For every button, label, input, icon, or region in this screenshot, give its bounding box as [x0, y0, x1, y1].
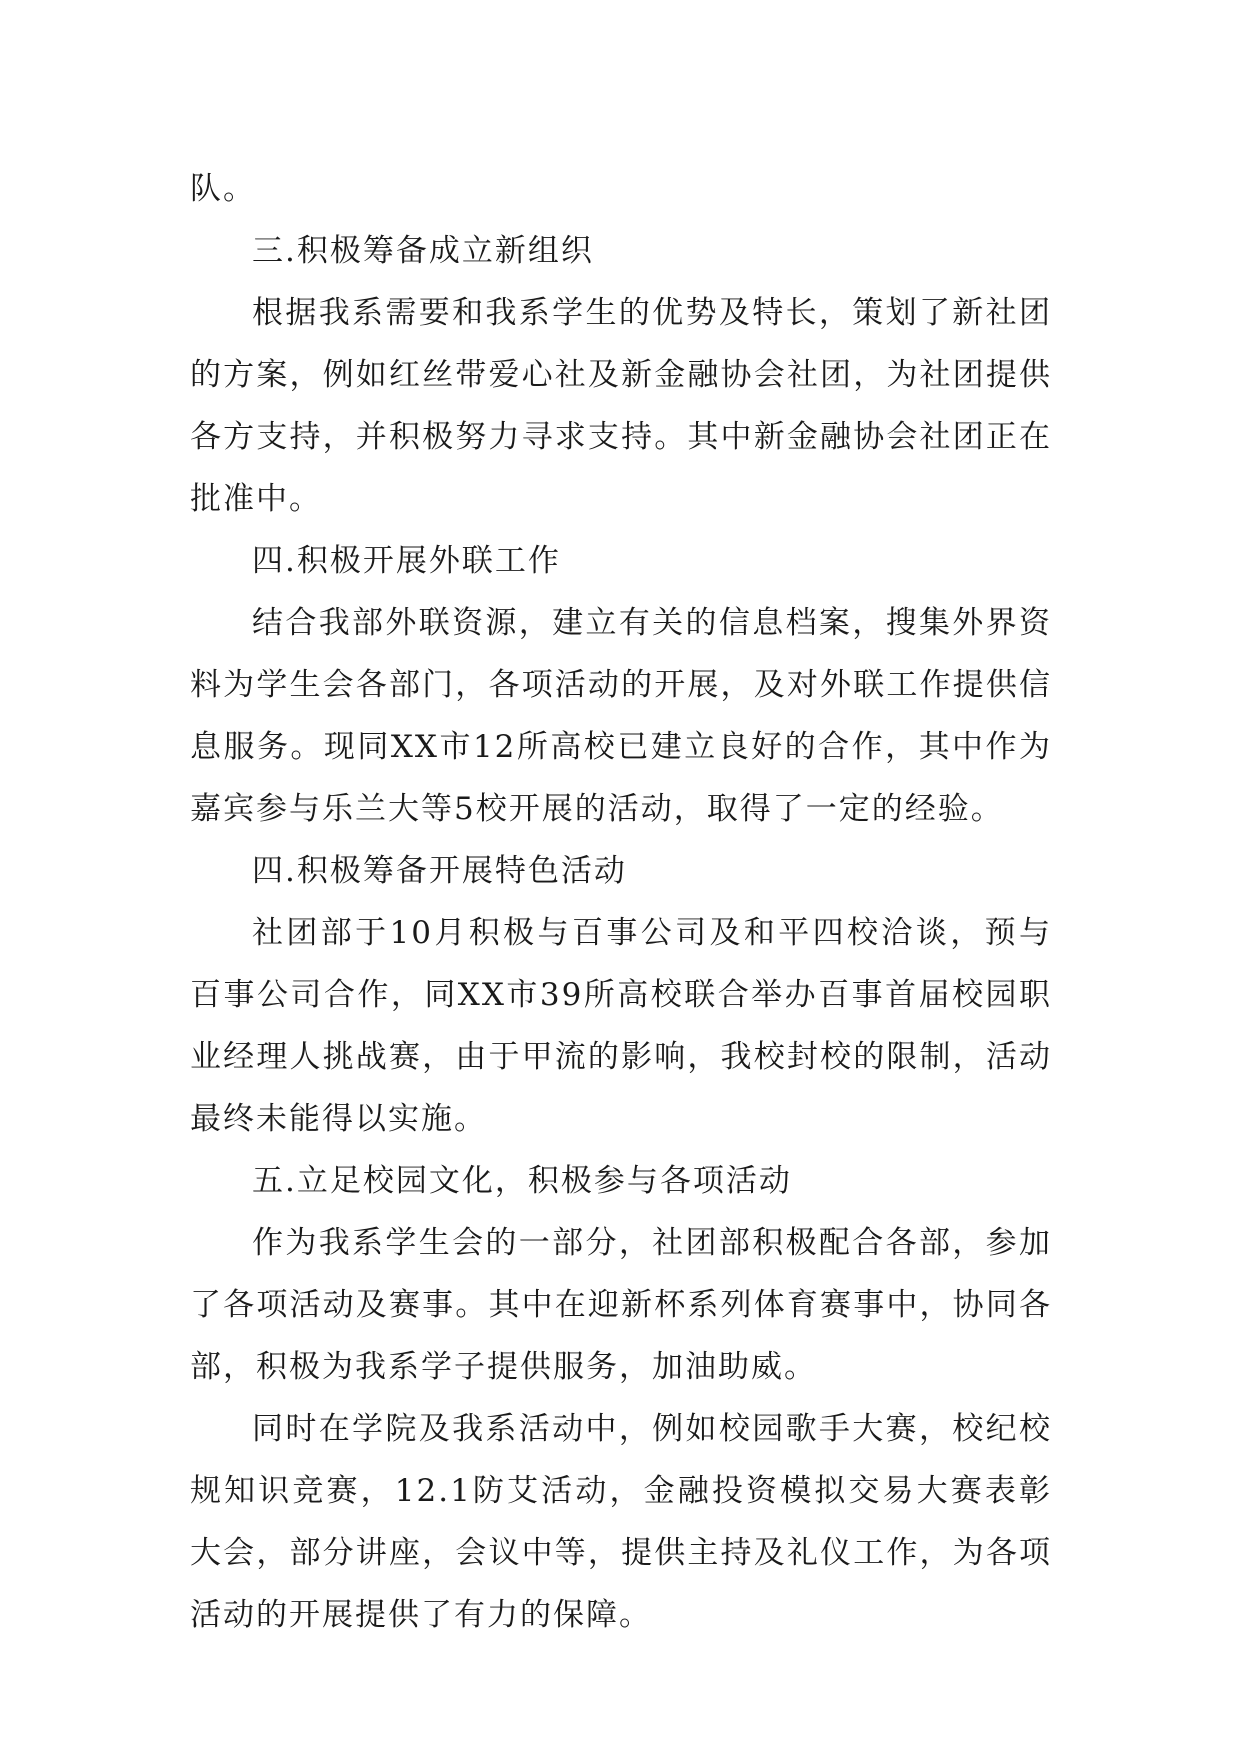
- paragraph-special-activities: 社团部于10月积极与百事公司及和平四校洽谈，预与百事公司合作，同XX市39所高校联合举办百事首届校园职业经理人挑战赛，由于甲流的影响，我校封校的限制，活动最终未能得以实施。: [190, 915, 1052, 1137]
- paragraph-campus-culture: 作为我系学生会的一部分，社团部积极配合各部，参加了各项活动及赛事。其中在迎新杯系列体育赛事中，协同各部，积极为我系学子提供服务，加油助威。: [190, 1225, 1052, 1385]
- paragraph-new-organization: 根据我系需要和我系学生的优势及特长，策划了新社团的方案，例如红丝带爱心社及新金融协会社团，为社团提供各方支持，并积极努力寻求支持。其中新金融协会社团正在批准中。: [190, 295, 1052, 517]
- document-body: [190, 158, 1052, 1646]
- section-heading-3: 三.积极筹备成立新组织: [252, 233, 594, 269]
- section-heading-4a: 四.积极开展外联工作: [252, 543, 561, 579]
- section-heading-5: 五.立足校园文化，积极参与各项活动: [252, 1163, 792, 1199]
- paragraph-continuation: 队。: [190, 171, 256, 207]
- paragraph-college-activities: 同时在学院及我系活动中，例如校园歌手大赛，校纪校规知识竞赛，12.1防艾活动，金融投资模拟交易大赛表彰大会，部分讲座，会议中等，提供主持及礼仪工作，为各项活动的开展提供了有力的保障。: [190, 1411, 1052, 1633]
- section-heading-4b: 四.积极筹备开展特色活动: [252, 853, 627, 889]
- paragraph-external-relations: 结合我部外联资源，建立有关的信息档案，搜集外界资料为学生会各部门，各项活动的开展，及对外联工作提供信息服务。现同XX市12所高校已建立良好的合作，其中作为嘉宾参与乐兰大等5校开展的活动，取得了一定的经验。: [190, 605, 1052, 827]
